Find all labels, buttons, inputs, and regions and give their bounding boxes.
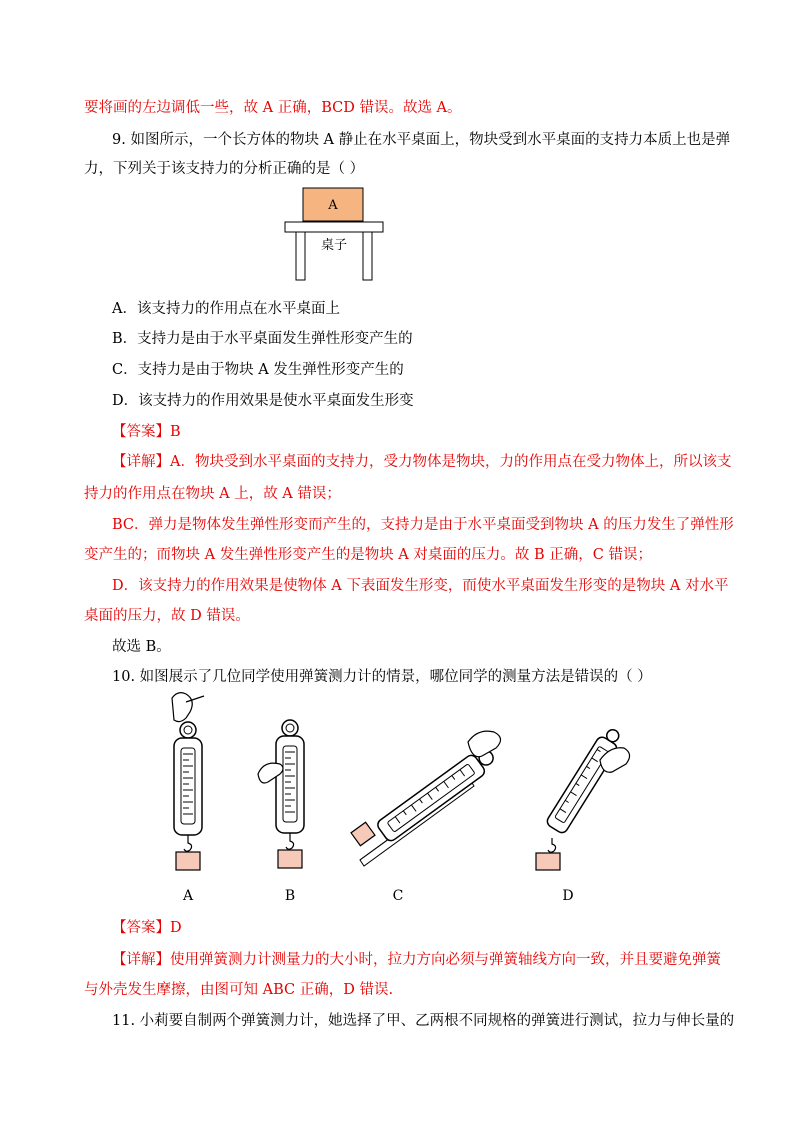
detail-9-line1: 【详解】A．物块受到水平桌面的支持力，受力物体是物块，力的作用点在受力物体上，所以该支 [112, 454, 732, 470]
figure-10-spring-scales [150, 690, 650, 904]
question-11-stem: 11. 小莉要自制两个弹簧测力计，她选择了甲、乙两根不同规格的弹簧进行测试，拉力与伸长量的 [112, 1013, 735, 1029]
detail-9-conclusion: 故选 B。 [112, 639, 171, 655]
weight-d [536, 853, 560, 870]
scale-a [172, 693, 204, 870]
detail-9-line5: D．该支持力的作用效果是使物体 A 下表面发生形变，而使水平桌面发生形变的是物块 A 对水平 [112, 578, 729, 594]
weight-c [351, 822, 375, 846]
caption-c: C [392, 888, 404, 904]
caption-d: D [562, 888, 574, 904]
answer-10: 【答案】D [112, 920, 182, 936]
detail-10-line2: 与外壳发生摩擦，由图可知 ABC 正确，D 错误. [84, 982, 394, 998]
option-b: B．支持力是由于水平桌面发生弹性形变产生的 [112, 331, 413, 347]
figure-9-block-on-table [280, 186, 390, 286]
table-leg-left [296, 232, 305, 280]
detail-9-line6: 桌面的压力，故 D 错误。 [84, 608, 250, 624]
hand-a-icon [172, 693, 192, 722]
table-label: 桌子 [320, 238, 348, 253]
block-a-label: A [328, 198, 338, 213]
weight-a [176, 852, 200, 870]
table-leg-right [363, 232, 372, 280]
caption-b: B [284, 888, 296, 904]
detail-10-line1: 【详解】使用弹簧测力计测量力的大小时，拉力方向必须与弹簧轴线方向一致，并且要避免弹簧 [112, 952, 721, 968]
scale-c [351, 731, 501, 866]
question-9-stem-line2: 力，下列关于该支持力的分析正确的是（ ） [84, 161, 365, 177]
question-10-stem: 10. 如图展示了几位同学使用弹簧测力计的情景，哪位同学的测量方法是错误的（ ） [112, 669, 652, 685]
scale-d [536, 725, 630, 870]
scale-b [258, 720, 304, 868]
detail-9-line3: BC．弹力是物体发生弹性形变而产生的，支持力是由于水平桌面受到物块 A 的压力发生了弹性形 [112, 517, 734, 533]
answer-9: 【答案】B [112, 424, 181, 440]
prev-answer-conclusion: 要将画的左边调低一些，故 A 正确，BCD 错误。故选 A。 [84, 100, 462, 116]
option-d: D．该支持力的作用效果是使水平桌面发生形变 [112, 393, 414, 409]
table-top [285, 222, 383, 232]
hand-c-icon [468, 731, 501, 757]
option-c: C．支持力是由于物块 A 发生弹性形变产生的 [112, 362, 404, 378]
caption-a: A [182, 888, 194, 904]
question-9-stem-line1: 9. 如图所示，一个长方体的物块 A 静止在水平桌面上，物块受到水平桌面的支持力本质上也是弹 [112, 132, 731, 148]
detail-9-line4: 变产生的；而物块 A 发生弹性形变产生的是物块 A 对桌面的压力。故 B 正确，C 错误； [84, 547, 652, 563]
weight-b [278, 850, 302, 868]
detail-9-line2: 持力的作用点在物块 A 上，故 A 错误； [84, 486, 341, 502]
option-a: A．该支持力的作用点在水平桌面上 [112, 301, 340, 317]
